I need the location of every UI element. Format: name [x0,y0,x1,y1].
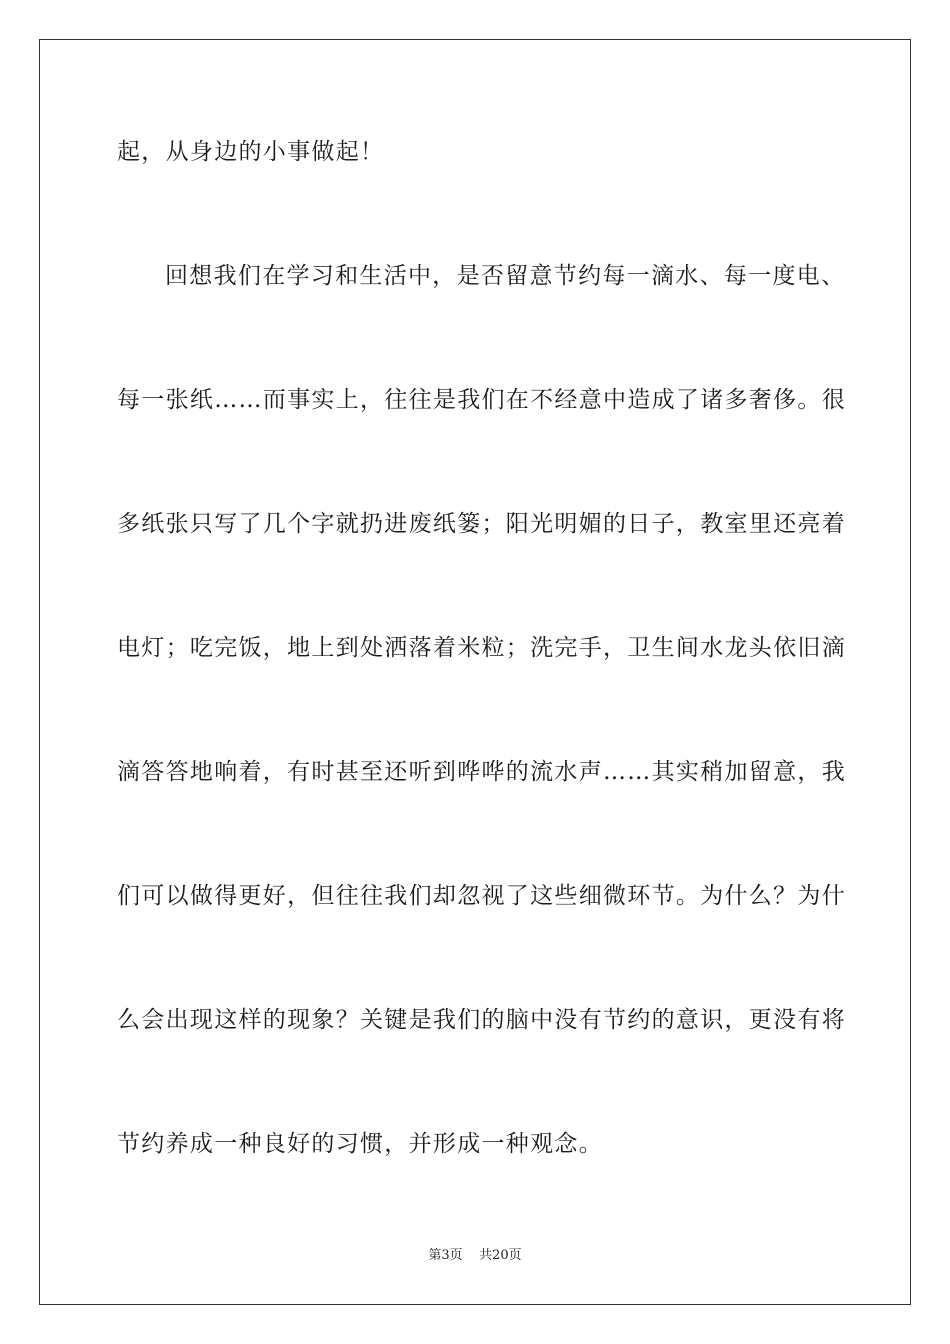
text-line-3: 每一张纸……而事实上，往往是我们在不经意中造成了诸多奢侈。很 [117,387,846,413]
text-line-7: 们可以做得更好，但往往我们却忽视了这些细微环节。为什么？为什 [117,883,846,909]
text-line-8: 么会出现这样的现象？关键是我们的脑中没有节约的意识，更没有将 [117,1007,846,1033]
page-footer [0,1247,950,1265]
page-number: 第3页 [428,1248,463,1263]
text-line-6: 滴答答地响着，有时甚至还听到哗哗的流水声……其实稍加留意，我 [117,759,846,785]
text-line-1: 起，从身边的小事做起！ [117,139,385,165]
page-total: 共20页 [479,1248,522,1263]
text-line-9: 节约养成一种良好的习惯，并形成一种观念。 [117,1131,603,1157]
text-line-2: 回想我们在学习和生活中，是否留意节约每一滴水、每一度电、 [165,263,846,289]
page-border [39,39,911,1305]
text-line-5: 电灯；吃完饭，地上到处洒落着米粒；洗完手，卫生间水龙头依旧滴 [117,635,846,661]
text-line-4: 多纸张只写了几个字就扔进废纸篓；阳光明媚的日子，教室里还亮着 [117,511,846,537]
